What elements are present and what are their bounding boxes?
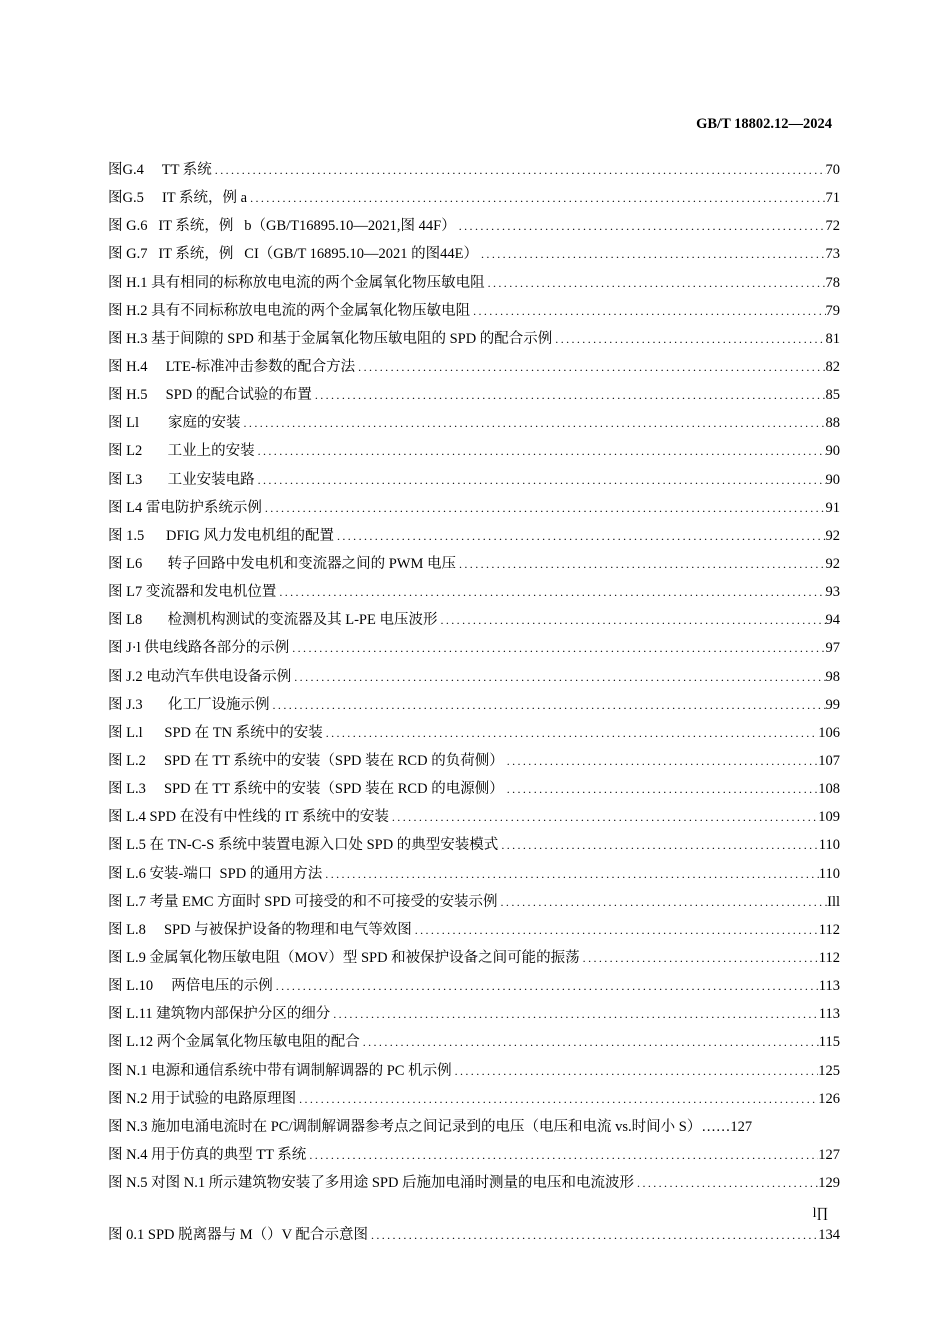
dot-leader	[470, 304, 825, 319]
entry-page: 73	[825, 246, 840, 263]
entry-title: 图 H.4 LTE-标准冲击参数的配合方法	[108, 358, 356, 375]
entry-page: 92	[825, 527, 840, 544]
toc-entry[interactable]	[108, 496, 840, 524]
entry-page: 81	[825, 330, 840, 347]
toc-entry[interactable]	[108, 1002, 840, 1030]
toc-entry[interactable]	[108, 524, 840, 552]
dot-leader	[241, 416, 826, 431]
entry-page: 91	[825, 499, 840, 516]
entry-title: 图 N.3 施加电涌电流时在 PC/调制解调器参考点之间记录到的电压（电压和电流 vs.时间小 S）……127	[108, 1118, 753, 1135]
toc-entry[interactable]	[108, 805, 840, 833]
entry-title: 图 L3 工业安装电路	[108, 471, 255, 488]
entry-title: 图 N.4 用于仿真的典型 TT 系统	[108, 1146, 307, 1163]
toc-entry[interactable]	[108, 186, 840, 214]
entry-page: 90	[825, 443, 840, 460]
dot-leader	[360, 1035, 819, 1050]
entry-page: 126	[818, 1090, 840, 1107]
entry-title: 图 0.1 SPD 脱离器与 M（）V 配合示意图	[108, 1227, 368, 1244]
toc-entry[interactable]	[108, 777, 840, 805]
toc-entry[interactable]	[108, 693, 840, 721]
entry-page: 110	[818, 865, 840, 882]
dot-leader	[389, 810, 818, 825]
dot-leader	[368, 1228, 818, 1243]
toc-entry[interactable]	[108, 1087, 840, 1115]
entry-page: 112	[818, 921, 840, 938]
entry-page: 110	[818, 837, 840, 854]
dot-leader	[437, 613, 825, 628]
dot-leader	[552, 332, 825, 347]
dot-leader	[580, 951, 819, 966]
entry-title: 图 N.2 用于试验的电路原理图	[108, 1090, 297, 1107]
entry-page: 90	[825, 471, 840, 488]
toc-entry[interactable]	[108, 383, 840, 411]
entry-page: 70	[825, 162, 840, 178]
entry-page: 79	[825, 302, 840, 319]
toc-entry[interactable]	[108, 468, 840, 496]
entry-title: 图 L7 变流器和发电机位置	[108, 584, 277, 601]
toc-entry[interactable]	[108, 158, 840, 186]
entry-page: 72	[825, 218, 840, 235]
entry-title: 图 L.12 两个金属氧化物压敏电阻的配合	[108, 1034, 360, 1051]
toc-entry[interactable]	[108, 918, 840, 946]
standard-number: GB/T 18802.12—2024	[696, 116, 832, 132]
toc-entry[interactable]	[108, 580, 840, 608]
entry-title: 图 L.10 两倍电压的示例	[108, 978, 273, 995]
page-marker: l∏	[812, 1206, 828, 1221]
dot-leader	[289, 641, 825, 656]
entry-title: 图 N.5 对图 N.1 所示建筑物安装了多用途 SPD 后施加电涌时测量的电压和电流波形	[108, 1175, 635, 1192]
entry-title: 图 H.1 具有相同的标称放电电流的两个金属氧化物压敏电阻	[108, 274, 485, 291]
dot-leader	[456, 219, 826, 234]
page-break-gap	[108, 1199, 840, 1223]
entry-page: 97	[825, 640, 840, 657]
dot-leader	[262, 501, 826, 516]
entry-title: 图 L6 转子回路中发电机和变流器之间的 PWM 电压	[108, 555, 456, 572]
toc-entry[interactable]	[108, 552, 840, 580]
entry-page: Ill	[827, 893, 840, 910]
entry-title: 图 L.6 安装-端口 SPD 的通用方法	[108, 865, 323, 882]
dot-leader	[306, 1148, 818, 1163]
toc-entry[interactable]	[108, 721, 840, 749]
entry-title: 图 J.3 化工厂设施示例	[108, 696, 270, 713]
dot-leader	[504, 782, 819, 797]
entry-page: 108	[818, 781, 840, 798]
dot-leader	[212, 163, 826, 178]
toc-entry[interactable]	[108, 749, 840, 777]
dot-leader	[247, 191, 825, 206]
entry-page: 113	[818, 1006, 840, 1023]
entry-title: 图 L8 检测机构测试的变流器及其 L-PE 电压波形	[108, 612, 438, 629]
dot-leader	[322, 867, 818, 882]
toc-entry[interactable]	[108, 355, 840, 383]
toc-entry[interactable]	[108, 439, 840, 467]
toc-entry[interactable]	[108, 1030, 840, 1058]
entry-title: 图 H.2 具有不同标称放电电流的两个金属氧化物压敏电阻	[108, 302, 471, 319]
dot-leader	[634, 1176, 818, 1191]
toc-entry[interactable]	[108, 299, 840, 327]
dot-leader	[355, 360, 825, 375]
toc-entry[interactable]	[108, 1115, 840, 1143]
entry-title: 图 L.5 在 TN-C-S 系统中装置电源入口处 SPD 的典型安装模式	[108, 837, 499, 854]
entry-page: 94	[825, 612, 840, 629]
entry-title: 图 L.l SPD 在 TN 系统中的安装	[108, 724, 323, 741]
entry-title: 图 G.7 IT 系统，例 CI（GB/T 16895.10—2021 的图44E）	[108, 246, 479, 263]
entry-page: 107	[818, 752, 840, 769]
entry-title: 图 1.5 DFIG 风力发电机组的配置	[108, 527, 334, 544]
dot-leader	[498, 895, 828, 910]
entry-page: 109	[818, 809, 840, 826]
entry-title: 图 L.8 SPD 与被保护设备的物理和电气等效图	[108, 921, 412, 938]
entry-title: 图 H.5 SPD 的配合试验的布置	[108, 387, 312, 404]
entry-page: 106	[818, 724, 840, 741]
entry-title: 图 L.9 金属氧化物压敏电阻（MOV）型 SPD 和被保护设备之间可能的振荡	[108, 949, 580, 966]
entry-page: 127	[818, 1146, 840, 1163]
entry-title: 图 J·l 供电线路各部分的示例	[108, 640, 290, 657]
entry-page: 98	[825, 668, 840, 685]
toc-entry[interactable]	[108, 1171, 840, 1199]
entry-page: 93	[825, 584, 840, 601]
dot-leader	[412, 923, 819, 938]
dot-leader	[452, 1064, 819, 1079]
dot-leader	[291, 670, 825, 685]
dot-leader	[334, 529, 826, 544]
entry-page: 71	[825, 190, 840, 207]
entry-title: 图 L2 工业上的安装	[108, 443, 255, 460]
dot-leader	[478, 247, 825, 262]
toc-entry[interactable]	[108, 862, 840, 890]
dot-leader	[255, 444, 826, 459]
toc-entry[interactable]	[108, 1143, 840, 1171]
dot-leader	[485, 276, 826, 291]
toc-entry[interactable]	[108, 1223, 840, 1251]
toc-entry[interactable]	[108, 833, 840, 861]
toc-entry[interactable]	[108, 1059, 840, 1087]
entry-page: 88	[825, 415, 840, 432]
dot-leader	[456, 557, 826, 572]
figure-list	[108, 158, 840, 1251]
entry-page: 125	[818, 1062, 840, 1079]
dot-leader	[270, 698, 826, 713]
entry-page: 78	[825, 274, 840, 291]
entry-page: 134	[818, 1227, 840, 1244]
dot-leader	[296, 1092, 818, 1107]
toc-entry[interactable]	[108, 946, 840, 974]
entry-title: 图 Ll 家庭的安装	[108, 415, 241, 432]
toc-entry[interactable]	[108, 271, 840, 299]
entry-title: 图 G.6 IT 系统，例 b（GB/T16895.10—2021,图 44F）	[108, 218, 456, 235]
toc-entry[interactable]	[108, 327, 840, 355]
entry-page: 112	[818, 949, 840, 966]
entry-title: 图 J.2 电动汽车供电设备示例	[108, 668, 292, 685]
entry-title: 图G.4 TT 系统	[108, 162, 212, 178]
dot-leader	[323, 726, 819, 741]
entry-title: 图 H.3 基于间隙的 SPD 和基于金属氧化物压敏电阻的 SPD 的配合示例	[108, 330, 553, 347]
entry-title: 图 L.7 考量 EMC 方面时 SPD 可接受的和不可接受的安装示例	[108, 893, 498, 910]
entry-page: 85	[825, 387, 840, 404]
dot-leader	[330, 1007, 819, 1022]
entry-title: 图G.5 IT 系统，例 a	[108, 190, 248, 207]
dot-leader	[273, 979, 819, 994]
entry-title: 图 L4 雷电防护系统示例	[108, 499, 262, 516]
toc-entry[interactable]	[108, 890, 840, 918]
toc-entry[interactable]	[108, 665, 840, 693]
toc-entry[interactable]	[108, 608, 840, 636]
entry-title: 图 L.11 建筑物内部保护分区的细分	[108, 1006, 331, 1023]
entry-page: 82	[825, 358, 840, 375]
dot-leader	[255, 473, 826, 488]
dot-leader	[276, 585, 825, 600]
entry-page: 129	[818, 1175, 840, 1192]
toc-entry[interactable]	[108, 214, 840, 242]
entry-title: 图 L.4 SPD 在没有中性线的 IT 系统中的安装	[108, 809, 389, 826]
entry-page: 92	[825, 555, 840, 572]
entry-title: 图 L.2 SPD 在 TT 系统中的安装（SPD 装在 RCD 的负荷侧）	[108, 752, 504, 769]
toc-entry[interactable]	[108, 411, 840, 439]
entry-page: 115	[818, 1034, 840, 1051]
dot-leader	[312, 388, 826, 403]
entry-title: 图 N.1 电源和通信系统中带有调制解调器的 PC 机示例	[108, 1062, 452, 1079]
dot-leader	[498, 838, 818, 853]
entry-page: 113	[818, 978, 840, 995]
entry-page: 99	[825, 696, 840, 713]
dot-leader	[504, 754, 819, 769]
toc-entry[interactable]	[108, 242, 840, 270]
toc-entry[interactable]	[108, 974, 840, 1002]
toc-entry[interactable]	[108, 636, 840, 664]
entry-title: 图 L.3 SPD 在 TT 系统中的安装（SPD 装在 RCD 的电源侧）	[108, 781, 504, 798]
